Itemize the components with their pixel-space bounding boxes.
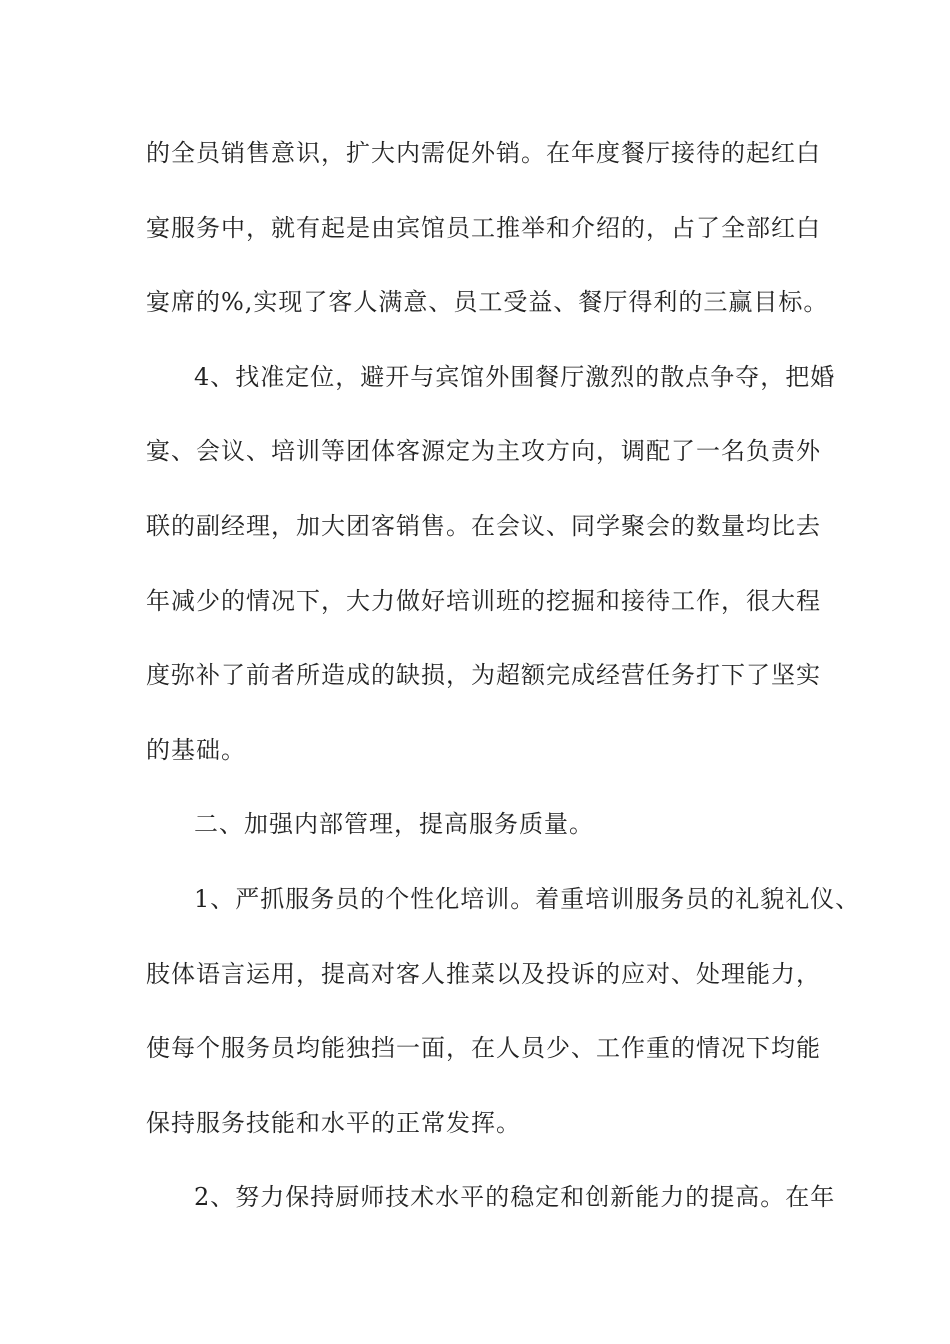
- text-line: 保持服务技能和水平的正常发挥。: [146, 1108, 521, 1137]
- text-line: 宴、会议、培训等团体客源定为主攻方向，调配了一名负责外: [146, 437, 821, 466]
- document-body: [146, 127, 861, 1246]
- paragraph-start-line: 2、努力保持厨师技术水平的稳定和创新能力的提高。在年: [194, 1183, 836, 1212]
- text-line: 宴服务中，就有起是由宾馆员工推举和介绍的，占了全部红白: [146, 213, 821, 242]
- text-line: 的全员销售意识，扩大内需促外销。在年度餐厅接待的起红白: [146, 139, 821, 167]
- text-line: 宴席的%,实现了客人满意、员工受益、餐厅得利的三赢目标。: [146, 288, 829, 317]
- text-line: 的基础。: [146, 735, 246, 764]
- text-line: 年减少的情况下，大力做好培训班的挖掘和接待工作，很大程: [146, 586, 821, 615]
- section-heading: 二、加强内部管理，提高服务质量。: [194, 810, 594, 839]
- text-line: 联的副经理，加大团客销售。在会议、同学聚会的数量均比去: [146, 511, 821, 540]
- paragraph-start-line: 4、找准定位，避开与宾馆外围餐厅激烈的散点争夺，把婚: [194, 362, 836, 391]
- paragraph-start-line: 1、严抓服务员的个性化培训。着重培训服务员的礼貌礼仪、: [194, 884, 861, 913]
- text-line: 使每个服务员均能独挡一面，在人员少、工作重的情况下均能: [146, 1034, 821, 1063]
- text-line: 肢体语言运用，提高对客人推菜以及投诉的应对、处理能力，: [146, 959, 821, 988]
- text-line: 度弥补了前者所造成的缺损，为超额完成经营任务打下了坚实: [146, 661, 821, 690]
